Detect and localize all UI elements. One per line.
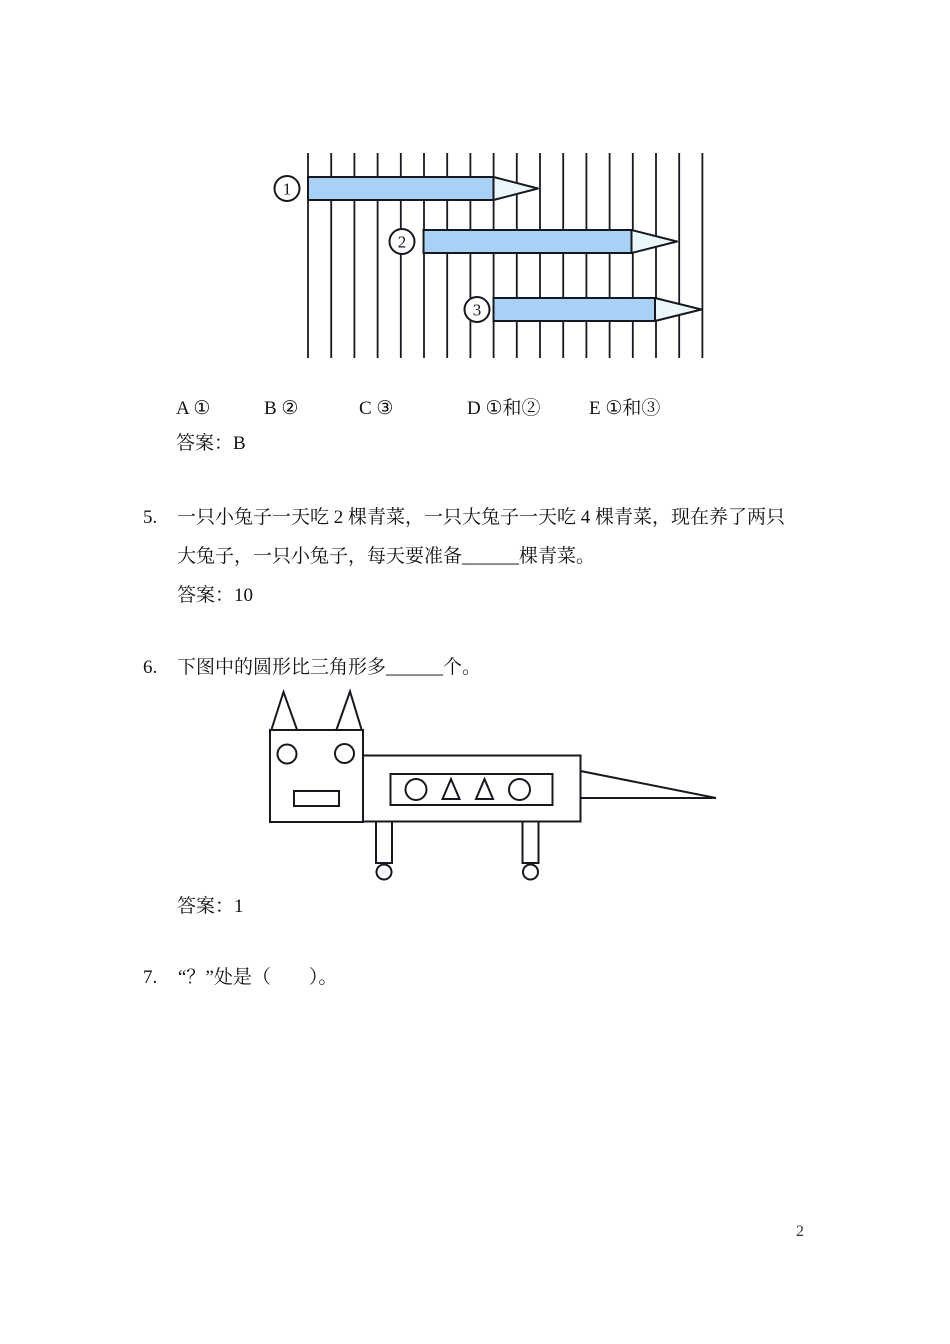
mouth-rectangle — [294, 791, 339, 806]
question5-text-line2: 大兔子，一只小兔子，每天要准备______棵青菜。 — [177, 546, 596, 567]
pencil-comparison-figure — [260, 145, 720, 370]
pencil-2 — [390, 229, 678, 254]
pencil-2-label: 2 — [397, 232, 407, 252]
question6-text: 下图中的圆形比三角形多______个。 — [177, 657, 482, 678]
option-c: C ③ — [359, 398, 394, 419]
question7-text: “？”处是（ ）。 — [178, 967, 338, 988]
front-foot-circle — [377, 865, 392, 880]
shape-animal-figure — [255, 685, 725, 885]
pencil-1-label: 1 — [282, 179, 292, 199]
pencil-3 — [465, 297, 702, 322]
right-eye-circle — [335, 744, 354, 763]
left-ear-triangle — [271, 692, 298, 731]
question6-answer: 答案：1 — [177, 896, 244, 917]
question5-number: 5. — [143, 507, 158, 528]
belly-circle-1 — [406, 779, 427, 800]
page-number: 2 — [796, 1223, 804, 1240]
head-square — [270, 730, 363, 822]
option-e: E ①和③ — [589, 398, 661, 419]
option-b: B ② — [264, 398, 299, 419]
question7-number: 7. — [143, 967, 158, 988]
pencil-1 — [275, 176, 539, 201]
question5-text-line1: 一只小兔子一天吃 2 棵青菜，一只大兔子一天吃 4 棵青菜，现在养了两只 — [177, 507, 786, 528]
pencil-3-tip — [655, 298, 702, 321]
pencil-3-body — [494, 298, 656, 321]
question4-answer: 答案：B — [176, 433, 246, 454]
front-leg-rectangle — [376, 822, 392, 864]
pencil-3-label: 3 — [472, 300, 482, 320]
pencil-2-tip — [632, 230, 678, 253]
back-foot-circle — [523, 865, 538, 880]
option-d: D ①和② — [467, 398, 541, 419]
back-leg-rectangle — [523, 822, 539, 864]
question6-number: 6. — [143, 657, 158, 678]
option-a: A ① — [176, 398, 211, 419]
pencil-2-body — [424, 230, 632, 253]
tail-triangle — [581, 771, 717, 798]
right-ear-triangle — [336, 692, 362, 732]
belly-circle-2 — [509, 779, 530, 800]
left-eye-circle — [278, 745, 297, 764]
question5-answer: 答案：10 — [177, 585, 254, 606]
pencil-1-tip — [494, 177, 539, 200]
pencil-1-body — [308, 177, 494, 200]
